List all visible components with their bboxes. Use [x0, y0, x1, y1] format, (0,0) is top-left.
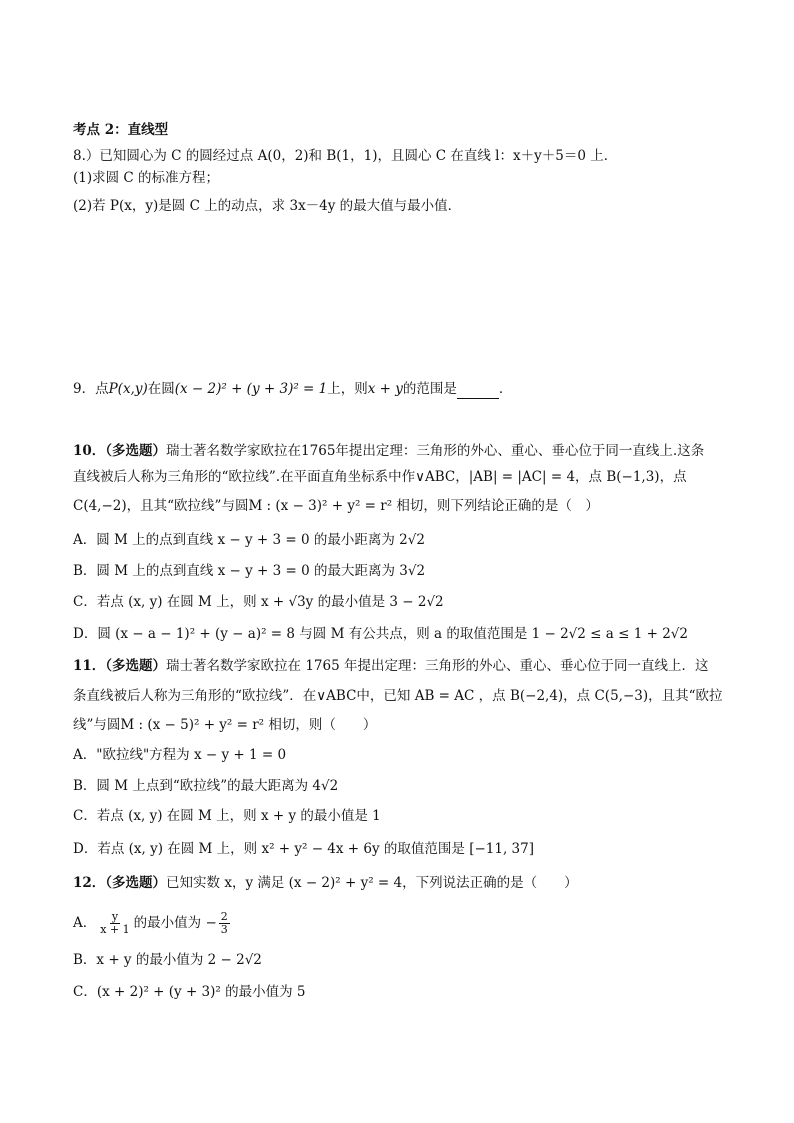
- q12-opt-a-prefix: A．: [73, 915, 97, 931]
- question-10-option-a: A．圆 M 上的点到直线 x − y + 3 = 0 的最小距离为 2√2: [73, 532, 425, 548]
- question-11-option-a: A．"欧拉线"方程为 x − y + 1 = 0: [73, 747, 287, 763]
- question-12-option-a: [73, 911, 232, 936]
- q9-end: ．: [498, 381, 513, 397]
- q11-line1-text: 瑞士著名数学家欧拉在 1765 年提出定理：三角形的外心、重心、垂心位于同一直线上．这: [166, 658, 709, 674]
- q12-tag: （多选题）: [105, 875, 167, 891]
- question-11-line3: 线”与圆M : (x − 5)² + y² = r² 相切，则（ ）: [73, 717, 377, 733]
- question-8-part2: (2)若 P(x，y)是圆 C 上的动点，求 3x－4y 的最大值与最小值．: [73, 198, 462, 214]
- question-10-option-d: D．圆 (x − a − 1)² + (y − a)² = 8 与圆 M 有公共点，则 a 的取值范围是 1 − 2√2 ≤ a ≤ 1 + 2√2: [73, 626, 688, 642]
- question-8-part1: (1)求圆 C 的标准方程；: [73, 170, 220, 186]
- fraction-two-thirds: [219, 911, 230, 936]
- question-12-option-b: B．x + y 的最小值为 2 − 2√2: [73, 952, 262, 968]
- fraction-denominator: 3: [220, 923, 228, 936]
- q9-expr1: P(x,y): [108, 381, 148, 397]
- q12-stem-text: 已知实数 x，y 满足 (x − 2)² + y² = 4，下列说法正确的是（ ）: [166, 875, 578, 891]
- question-10-line3: C(4,−2)，且其“欧拉线”与圆M : (x − 3)² + y² = r² 相切，则下列结论正确的是（ ）: [73, 498, 599, 514]
- fraction-denominator: x + 1: [100, 923, 130, 936]
- fraction-numerator: y: [111, 910, 119, 923]
- q9-prefix: 9．点: [73, 381, 109, 397]
- q11-tag: （多选题）: [105, 658, 167, 674]
- q10-tag: （多选题）: [105, 443, 167, 459]
- q9-mid2: 上，则: [327, 381, 368, 397]
- fraction-y-over-x-plus-1: [98, 911, 131, 936]
- question-8-stem: 8.）已知圆心为 C 的圆经过点 A(0，2)和 B(1，1)，且圆心 C 在直线 l：x＋y＋5＝0 上．: [73, 148, 618, 164]
- fraction-numerator: 2: [220, 910, 228, 923]
- q10-number: 10．: [73, 443, 106, 459]
- question-10-option-b: B．圆 M 上的点到直线 x − y + 3 = 0 的最大距离为 3√2: [73, 563, 426, 579]
- question-10-option-c: C．若点 (x, y) 在圆 M 上，则 x + √3y 的最小值是 3 − 2√2: [73, 594, 444, 610]
- question-10-line1: [73, 441, 704, 461]
- question-11-option-d: D．若点 (x, y) 在圆 M 上，则 x² + y² − 4x + 6y 的取值范围是 [−11, 37]: [73, 841, 534, 857]
- q12-opt-a-mid: 的最小值为 −: [133, 915, 217, 931]
- question-11-line2: 条直线被后人称为三角形的“欧拉线”．在∨ABC中，已知 AB = AC ，点 B(−2,4)，点 C(5,−3)，且其“欧拉: [73, 688, 723, 704]
- q9-expr2: (x − 2)² + (y + 3)² = 1: [174, 381, 328, 397]
- question-11-option-b: B．圆 M 上点到“欧拉线”的最大距离为 4√2: [73, 778, 339, 794]
- answer-blank[interactable]: [457, 384, 499, 399]
- q9-suffix: 的范围是: [402, 381, 457, 397]
- question-12-stem: [73, 873, 578, 893]
- section-title: 考点 2：直线型: [73, 122, 169, 138]
- q9-mid1: 在圆: [147, 381, 175, 397]
- question-11-option-c: C．若点 (x, y) 在圆 M 上，则 x + y 的最小值是 1: [73, 808, 381, 824]
- q9-expr3: x + y: [367, 381, 403, 397]
- question-9: [73, 379, 512, 399]
- question-11-line1: [73, 656, 709, 676]
- q10-line1-text: 瑞士著名数学家欧拉在1765年提出定理：三角形的外心、重心、垂心位于同一直线上.这条: [166, 443, 705, 459]
- q12-number: 12．: [73, 875, 106, 891]
- question-10-line2: 直线被后人称为三角形的“欧拉线”.在平面直角坐标系中作∨ABC，|AB| = |AC| = 4，点 B(−1,3)，点: [73, 469, 687, 485]
- q11-number: 11．: [73, 658, 106, 674]
- question-12-option-c: C．(x + 2)² + (y + 3)² 的最小值为 5: [73, 984, 306, 1000]
